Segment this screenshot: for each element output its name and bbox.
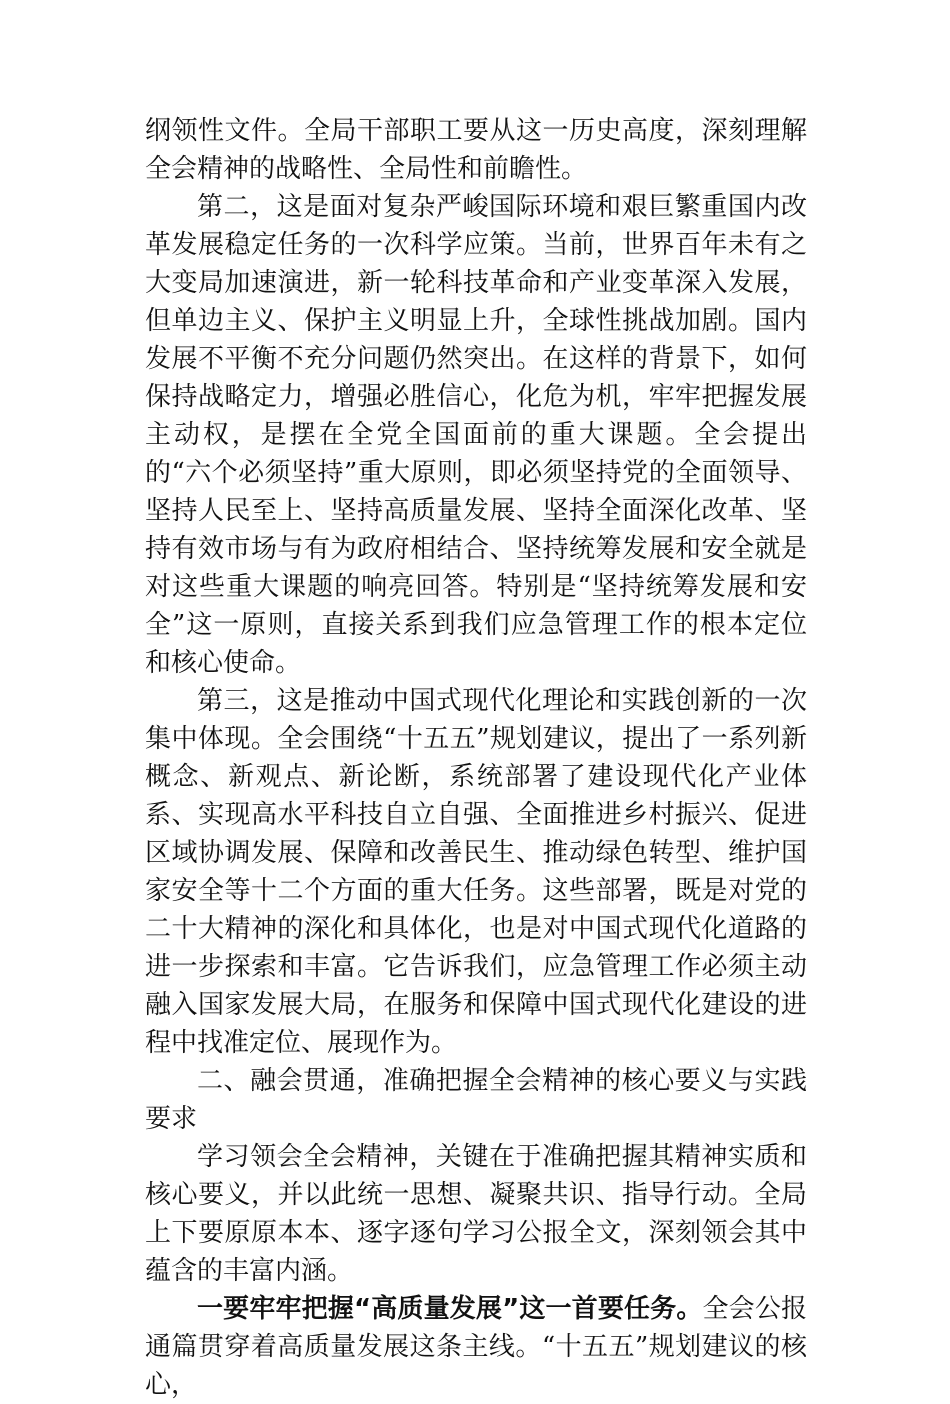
document-body: [145, 112, 807, 1404]
paragraph-continuation: 纲领性文件。全局干部职工要从这一历史高度，深刻理解全会精神的战略性、全局性和前瞻性。: [145, 116, 807, 184]
paragraph-third-point: 第三，这是推动中国式现代化理论和实践创新的一次集中体现。全会围绕“十五五”规划建议，提出了一系列新概念、新观点、新论断，系统部署了建设现代化产业体系、实现高水平科技自立自强、全面推进乡村振兴、促进区域协调发展、保障和改善民生、推动绿色转型、维护国家安全等十二个方面的重大任务。这些部署，既是对党的二十大精神的深化和具体化，也是对中国式现代化道路的进一步探索和丰富。它告诉我们，应急管理工作必须主动融入国家发展大局，在服务和保障中国式现代化建设的进程中找准定位、展现作为。: [145, 686, 807, 1058]
paragraph-first-requirement-text: 全会公报通篇贯穿着高质量发展这条主线。“十五五”规划建议的核心，: [145, 1294, 807, 1400]
paragraph-first-requirement: [145, 1290, 807, 1404]
paragraph-study-intro: 学习领会全会精神，关键在于准确把握其精神实质和核心要义，并以此统一思想、凝聚共识、指导行动。全局上下要原原本本、逐字逐句学习公报全文，深刻领会其中蕴含的丰富内涵。: [145, 1142, 807, 1286]
paragraph-second-point: 第二，这是面对复杂严峻国际环境和艰巨繁重国内改革发展稳定任务的一次科学应策。当前，世界百年未有之大变局加速演进，新一轮科技革命和产业变革深入发展，但单边主义、保护主义明显上升，全球性挑战加剧。国内发展不平衡不充分问题仍然突出。在这样的背景下，如何保持战略定力，增强必胜信心，化危为机，牢牢把握发展主动权，是摆在全党全国面前的重大课题。全会提出的“六个必须坚持”重大原则，即必须坚持党的全面领导、坚持人民至上、坚持高质量发展、坚持全面深化改革、坚持有效市场与有为政府相结合、坚持统筹发展和安全就是对这些重大课题的响亮回答。特别是“坚持统筹发展和安全”这一原则，直接关系到我们应急管理工作的根本定位和核心使命。: [145, 192, 807, 678]
bold-lead-sentence: 一要牢牢把握“高质量发展”这一首要任务。: [197, 1294, 703, 1324]
section-heading-two: 二、融会贯通，准确把握全会精神的核心要义与实践要求: [145, 1066, 807, 1134]
